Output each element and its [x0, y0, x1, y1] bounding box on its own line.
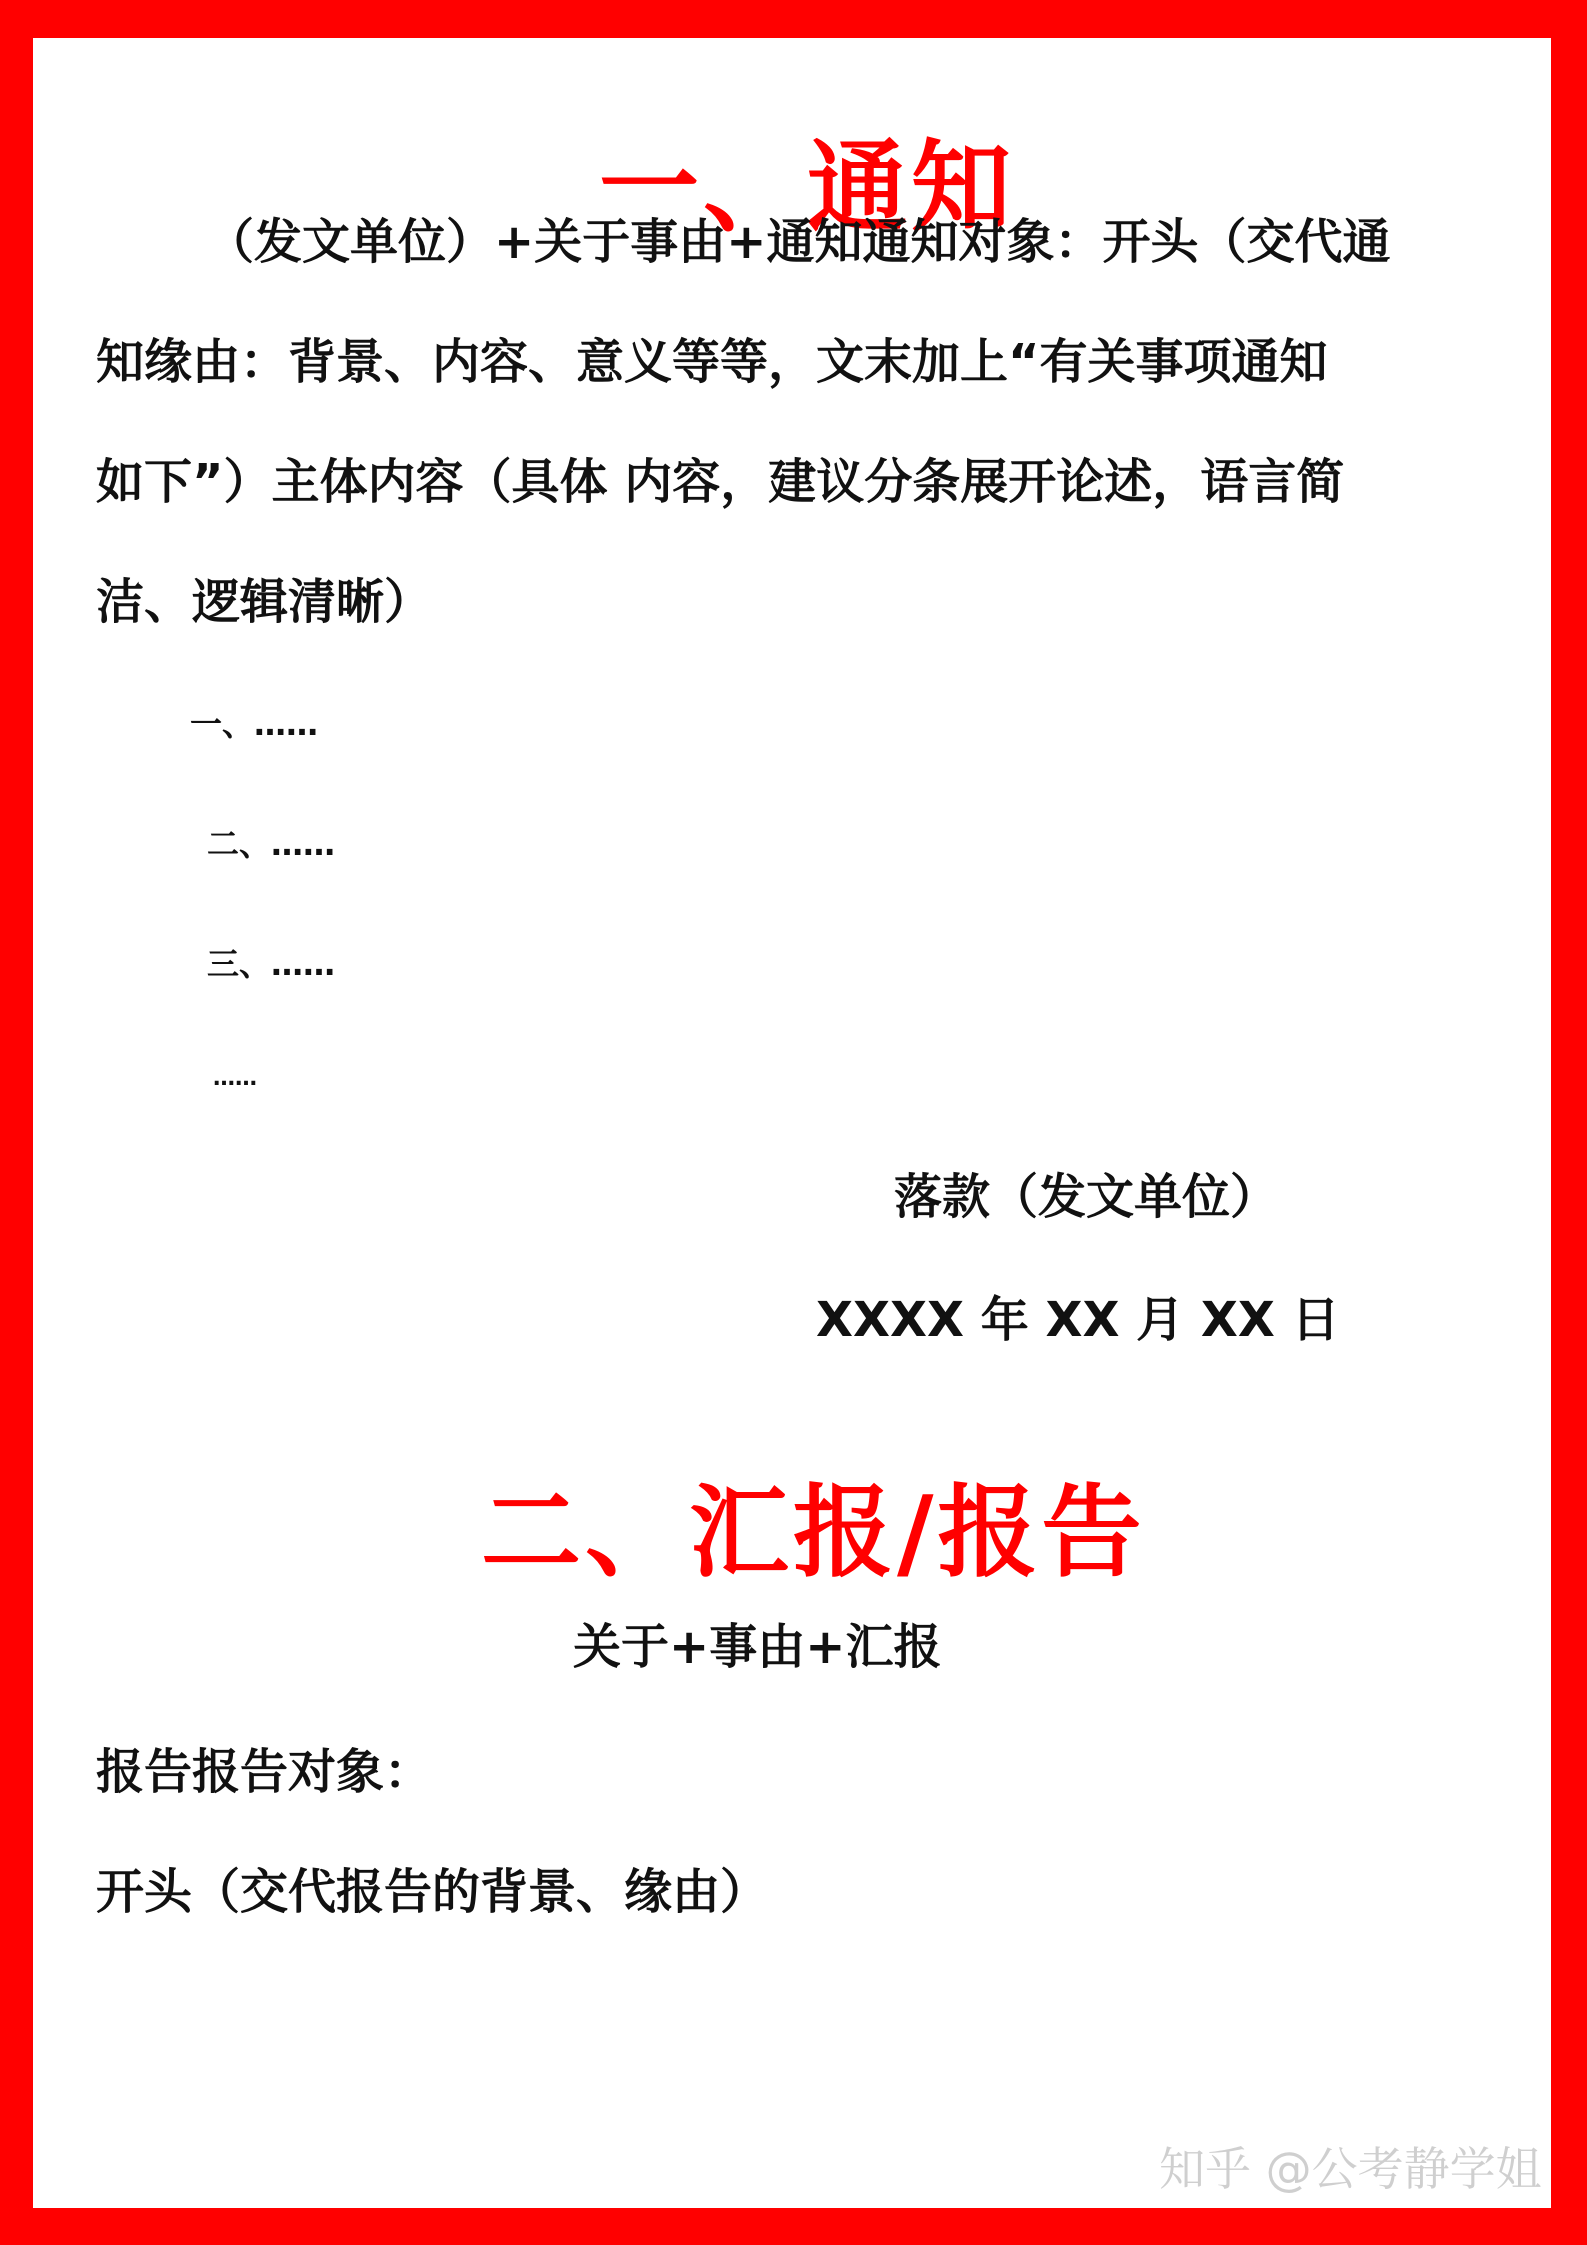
section2-subtitle: 关于+事由+汇报	[573, 1619, 942, 1675]
section2-title: 二、汇报/报告	[481, 1474, 1146, 1591]
section1-paragraph-line-1: （发文单位）+关于事由+通知通知对象：开头（交代通	[206, 214, 1391, 270]
report-opening: 开头（交代报告的背景、缘由）	[96, 1864, 769, 1920]
list-item-4: ……	[213, 1066, 257, 1091]
watermark: 知乎 @公考静学姐	[1159, 2142, 1542, 2196]
list-item-1: 一、……	[190, 705, 319, 743]
date-line: XXXX 年 XX 月 XX 日	[816, 1292, 1340, 1348]
section1-paragraph-line-2: 知缘由：背景、内容、意义等等，文末加上“有关事项通知	[96, 334, 1328, 390]
document-page	[33, 38, 1551, 2208]
signature: 落款（发文单位）	[894, 1169, 1279, 1225]
section1-paragraph-line-3: 如下”）主体内容（具体 内容，建议分条展开论述，语言简	[96, 454, 1345, 510]
report-recipient: 报告报告对象：	[96, 1744, 433, 1800]
list-item-2: 二、……	[207, 825, 336, 863]
section1-paragraph-line-4: 洁、逻辑清晰）	[96, 574, 433, 630]
section1-title: 一、通知	[599, 129, 1015, 246]
list-item-3: 三、……	[207, 945, 336, 983]
